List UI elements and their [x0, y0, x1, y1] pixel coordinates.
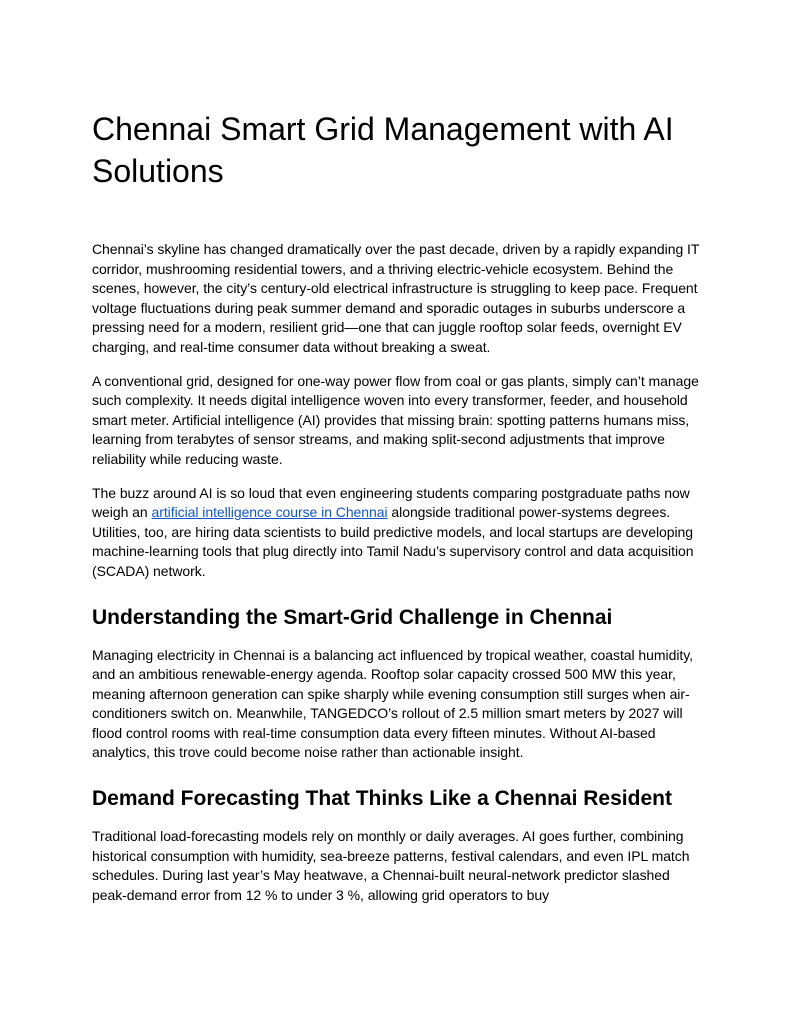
- intro-paragraph-3-before: The buzz around AI is so loud that even engineering students comparing postgraduate paths now weigh an: [92, 484, 690, 521]
- ai-course-link[interactable]: artificial intelligence course in Chennai: [151, 504, 388, 521]
- intro-paragraph-3: [92, 484, 702, 582]
- section-forecasting-body: Traditional load-forecasting models rely on monthly or daily averages. AI goes further, combining historical consumption with humidity, sea-breeze patterns, festival calendars, and even IPL match schedules. During last year’s May heatwave, a Chennai-built neural-network predictor slashed peak-demand error from 12 % to under 3 %, allowing grid operators to buy: [92, 828, 690, 903]
- intro-paragraph-1: Chennai’s skyline has changed dramatically over the past decade, driven by a rapidly expanding IT corridor, mushrooming residential towers, and a thriving electric-vehicle ecosystem. Behind the scenes, however, the city’s century-old electrical infrastructure is struggling to keep pace. Frequent voltage fluctuations during peak summer demand and sporadic outages in suburbs underscore a pressing need for a modern, resilient grid—one that can juggle rooftop solar feeds, overnight EV charging, and real-time consumer data without breaking a sweat.: [92, 241, 700, 355]
- section-challenge-body: Managing electricity in Chennai is a balancing act influenced by tropical weather, coastal humidity, and an ambitious renewable-energy agenda. Rooftop solar capacity crossed 500 MW this year, meaning afternoon generation can spike sharply while evening consumption still surges when air-conditioners switch on. Meanwhile, TANGEDCO’s rollout of 2.5 million smart meters by 2027 will flood control rooms with real-time consumption data every fifteen minutes. Without AI-based analytics, this trove could become noise rather than actionable insight.: [92, 646, 693, 761]
- section-heading-challenge: Understanding the Smart-Grid Challenge in Chennai: [92, 605, 613, 629]
- document-page: [92, 108, 702, 919]
- intro-paragraph-2: A conventional grid, designed for one-way power flow from coal or gas plants, simply can’t manage such complexity. It needs digital intelligence woven into every transformer, feeder, and household smart meter. Artificial intelligence (AI) provides that missing brain: spotting patterns humans miss, learning from terabytes of sensor streams, and making split-second adjustments that improve reliability while reducing waste.: [92, 372, 699, 467]
- intro-paragraph-3-after: alongside traditional power-systems degrees. Utilities, too, are hiring data scientists to build predictive models, and local startups are developing machine-learning tools that plug directly into Tamil Nadu’s supervisory control and data acquisition (SCADA) network.: [92, 504, 694, 579]
- page-title: Chennai Smart Grid Management with AI Solutions: [92, 111, 674, 189]
- section-heading-forecasting: Demand Forecasting That Thinks Like a Chennai Resident: [92, 787, 672, 811]
